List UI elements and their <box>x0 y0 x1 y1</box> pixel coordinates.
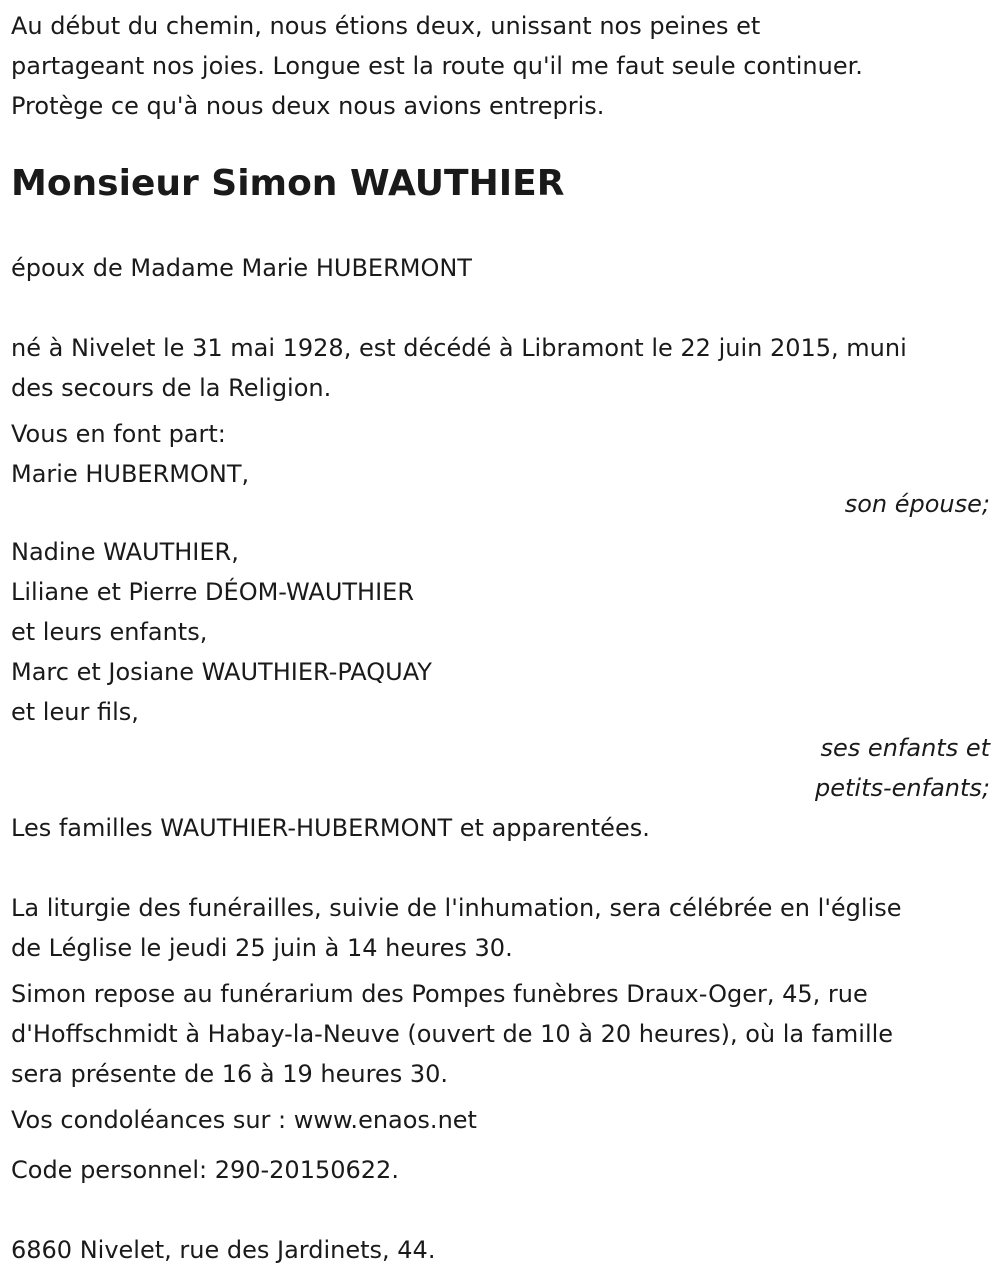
spouse-name: Marie HUBERMONT, <box>11 460 250 488</box>
birth-death-line: né à Nivelet le 31 mai 1928, est décédé à Libramont le 22 juin 2015, muni <box>11 334 907 362</box>
deceased-name: Monsieur Simon WAUTHIER <box>11 163 565 204</box>
children-role-line: petits-enfants; <box>815 774 990 802</box>
liturgy-line: de Léglise le jeudi 25 juin à 14 heures 30. <box>11 934 513 962</box>
children-role-line: ses enfants et <box>820 734 990 762</box>
poem <box>11 6 990 126</box>
child-line: et leur fils, <box>11 698 139 726</box>
birth-death-info <box>11 328 990 408</box>
funerarium-line: d'Hoffschmidt à Habay-la-Neuve (ouvert de 10 à 20 heures), où la famille <box>11 1020 894 1048</box>
announcement-intro: Vous en font part: <box>11 420 226 448</box>
spouse-line <box>11 248 990 288</box>
child-line: Liliane et Pierre DÉOM-WAUTHIER <box>11 578 415 606</box>
birth-death-line: des secours de la Religion. <box>11 374 332 402</box>
funerarium-info <box>11 974 990 1094</box>
liturgy-info <box>11 888 990 968</box>
poem-line: partageant nos joies. Longue est la route qu'il me faut seule continuer. <box>11 52 863 80</box>
funerarium-line: Simon repose au funérarium des Pompes funèbres Draux-Oger, 45, rue <box>11 980 868 1008</box>
spouse-role: son épouse; <box>844 490 990 518</box>
funerarium-line: sera présente de 16 à 19 heures 30. <box>11 1060 448 1088</box>
families-line: Les familles WAUTHIER-HUBERMONT et apparentées. <box>11 814 650 842</box>
personal-code <box>11 1150 990 1190</box>
child-line: Marc et Josiane WAUTHIER-PAQUAY <box>11 658 432 686</box>
address <box>11 1230 990 1270</box>
spouse-line-text: époux de Madame Marie HUBERMONT <box>11 254 472 282</box>
address-text: 6860 Nivelet, rue des Jardinets, 44. <box>11 1236 436 1264</box>
child-line: et leurs enfants, <box>11 618 208 646</box>
liturgy-line: La liturgie des funérailles, suivie de l'inhumation, sera célébrée en l'église <box>11 894 902 922</box>
poem-line: Protège ce qu'à nous deux nous avions entrepris. <box>11 92 605 120</box>
condolences-text: Vos condoléances sur : www.enaos.net <box>11 1106 477 1134</box>
personal-code-text: Code personnel: 290-20150622. <box>11 1156 399 1184</box>
poem-line: Au début du chemin, nous étions deux, unissant nos peines et <box>11 12 761 40</box>
family-announcement <box>11 414 990 848</box>
condolences <box>11 1100 990 1140</box>
child-line: Nadine WAUTHIER, <box>11 538 239 566</box>
